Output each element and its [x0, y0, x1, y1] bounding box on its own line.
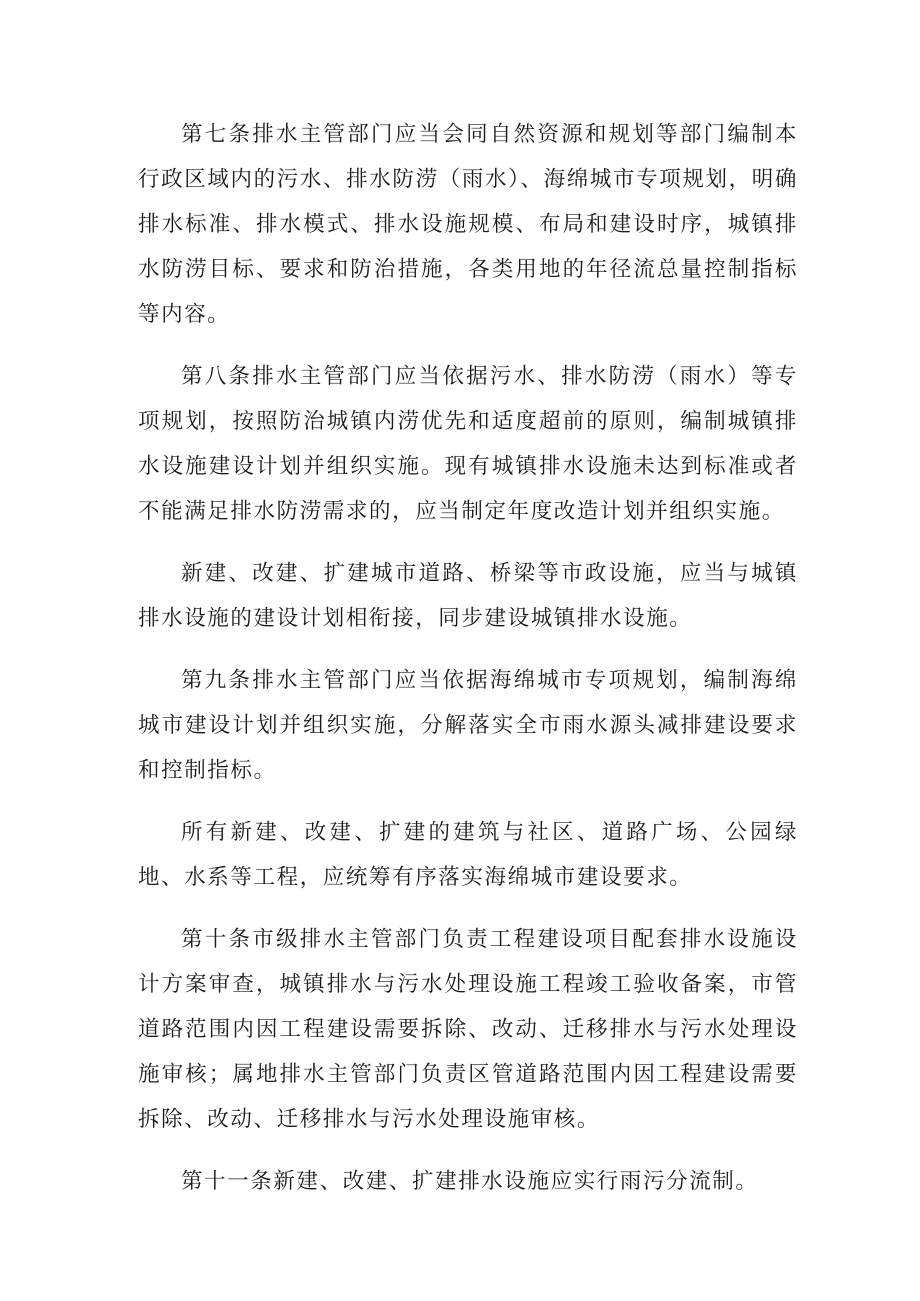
paragraph-article-9-sub: 所有新建、改建、扩建的建筑与社区、道路广场、公园绿地、水系等工程，应统筹有序落实海绵城市建设要求。 [138, 820, 798, 890]
paragraph-article-9: 第九条排水主管部门应当依据海绵城市专项规划，编制海绵城市建设计划并组织实施，分解落实全市雨水源头减排建设要求和控制指标。 [138, 668, 798, 783]
paragraph-article-8: 第八条排水主管部门应当依据污水、排水防涝（雨水）等专项规划，按照防治城镇内涝优先和适度超前的原则，编制城镇排水设施建设计划并组织实施。现有城镇排水设施未达到标准或者不能满足排水防涝需求的，应当制定年度改造计划并组织实施。 [138, 364, 798, 524]
paragraph-article-7: 第七条排水主管部门应当会同自然资源和规划等部门编制本行政区域内的污水、排水防涝（雨水）、海绵城市专项规划，明确排水标准、排水模式、排水设施规模、布局和建设时序，城镇排水防涝目标、要求和防治措施，各类用地的年径流总量控制指标等内容。 [138, 122, 798, 327]
paragraph-article-11: 第十一条新建、改建、扩建排水设施应实行雨污分流制。 [181, 1169, 759, 1194]
paragraph-article-8-sub: 新建、改建、扩建城市道路、桥梁等市政设施，应当与城镇排水设施的建设计划相衔接，同步建设城镇排水设施。 [138, 561, 798, 631]
document-body [138, 112, 798, 1221]
paragraph-article-10: 第十条市级排水主管部门负责工程建设项目配套排水设施设计方案审查，城镇排水与污水处理设施工程竣工验收备案，市管道路范围内因工程建设需要拆除、改动、迁移排水与污水处理设施审核；属地排水主管部门负责区管道路范围内因工程建设需要拆除、改动、迁移排水与污水处理设施审核。 [138, 927, 798, 1132]
